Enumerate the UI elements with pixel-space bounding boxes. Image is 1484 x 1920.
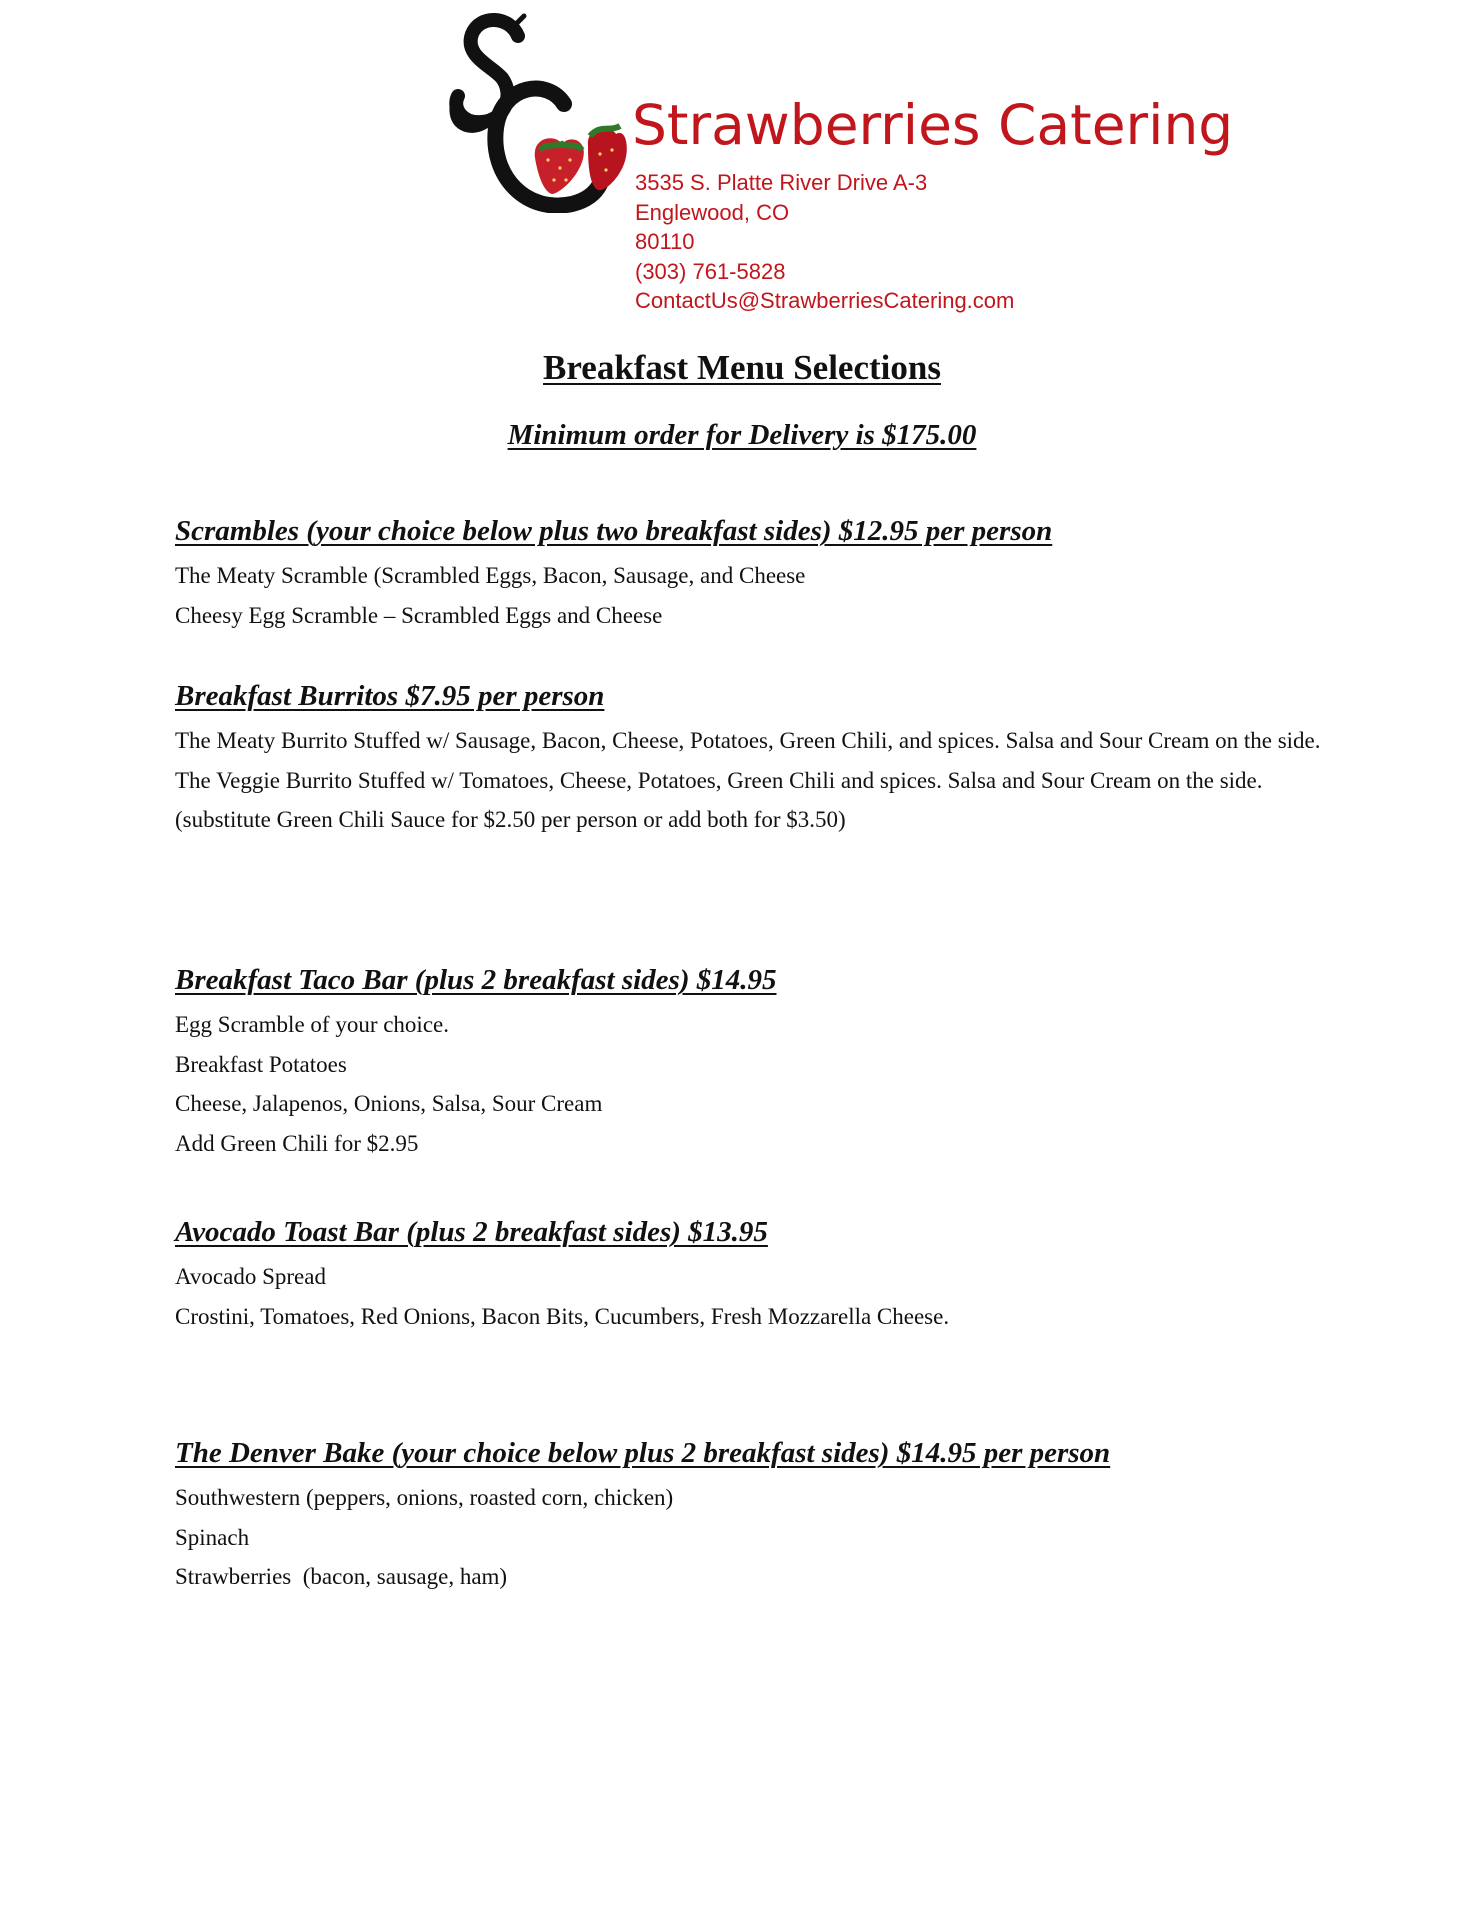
menu-item: (substitute Green Chili Sauce for $2.50 per person or add both for $3.50) <box>175 807 846 832</box>
email-address: ContactUs@StrawberriesCatering.com <box>635 288 1015 313</box>
section-heading-text: Breakfast Taco Bar (plus 2 breakfast sides) $14.95 <box>175 964 777 996</box>
page-title-text: Breakfast Menu Selections <box>543 348 941 387</box>
menu-item: The Meaty Scramble (Scrambled Eggs, Bacon, Sausage, and Cheese <box>175 563 806 588</box>
section-heading <box>175 1434 1335 1472</box>
menu-item: Add Green Chili for $2.95 <box>175 1130 419 1156</box>
section-items <box>175 1478 1335 1597</box>
menu-item: Cheesy Egg Scramble – Scrambled Eggs and Cheese <box>175 602 663 628</box>
strawberry-icon <box>535 138 584 194</box>
menu-item: Breakfast Potatoes <box>175 1051 347 1077</box>
section-heading-text: The Denver Bake (your choice below plus 2 breakfast sides) $14.95 per person <box>175 1437 1111 1469</box>
section-heading <box>175 512 1335 550</box>
menu-item: Egg Scramble of your choice. <box>175 1012 449 1037</box>
section-heading-text: Scrambles (your choice below plus two breakfast sides) $12.95 per person <box>175 515 1053 547</box>
minimum-order-notice <box>0 419 1484 452</box>
section-breakfast-burritos <box>175 677 1335 840</box>
section-items <box>175 556 1335 635</box>
menu-item: Cheese, Jalapenos, Onions, Salsa, Sour Cream <box>175 1091 603 1116</box>
menu-item: Strawberries (bacon, sausage, ham) <box>175 1564 508 1589</box>
menu-item: Southwestern (peppers, onions, roasted corn, chicken) <box>175 1485 674 1510</box>
menu-item: The Veggie Burrito Stuffed w/ Tomatoes, Cheese, Potatoes, Green Chili and spices. Salsa and Sour Cream on the side. <box>175 767 1263 793</box>
section-heading <box>175 961 1335 999</box>
section-scrambles <box>175 512 1335 635</box>
zip-code: 80110 <box>635 229 695 254</box>
menu-item: The Meaty Burrito Stuffed w/ Sausage, Bacon, Cheese, Potatoes, Green Chili, and spices. Salsa and Sour Cream on the side. <box>175 728 1321 753</box>
contact-block <box>635 168 1014 316</box>
section-items <box>175 1005 1335 1163</box>
brand-name: Strawberries Catering <box>632 93 1234 157</box>
phone-number: (303) 761-5828 <box>635 258 786 284</box>
section-taco-bar <box>175 961 1335 1163</box>
section-heading <box>175 1213 1335 1251</box>
sc-monogram-letters <box>452 16 600 206</box>
menu-item: Crostini, Tomatoes, Red Onions, Bacon Bits, Cucumbers, Fresh Mozzarella Cheese. <box>175 1303 950 1329</box>
section-denver-bake <box>175 1434 1335 1597</box>
minimum-order-text: Minimum order for Delivery is $175.00 <box>507 419 977 451</box>
section-heading <box>175 677 1335 715</box>
menu-item: Spinach <box>175 1524 250 1550</box>
strawberry-icon <box>588 126 627 190</box>
address-line2: Englewood, CO <box>635 199 790 225</box>
sc-monogram-logo <box>440 8 630 213</box>
page-title <box>0 348 1484 388</box>
section-items <box>175 1257 1335 1336</box>
section-heading-text: Breakfast Burritos $7.95 per person <box>175 680 605 712</box>
address-line1: 3535 S. Platte River Drive A-3 <box>635 170 928 195</box>
section-items <box>175 721 1335 840</box>
section-heading-text: Avocado Toast Bar (plus 2 breakfast sides) $13.95 <box>175 1216 768 1248</box>
menu-item: Avocado Spread <box>175 1264 326 1289</box>
section-avocado-toast-bar <box>175 1213 1335 1336</box>
